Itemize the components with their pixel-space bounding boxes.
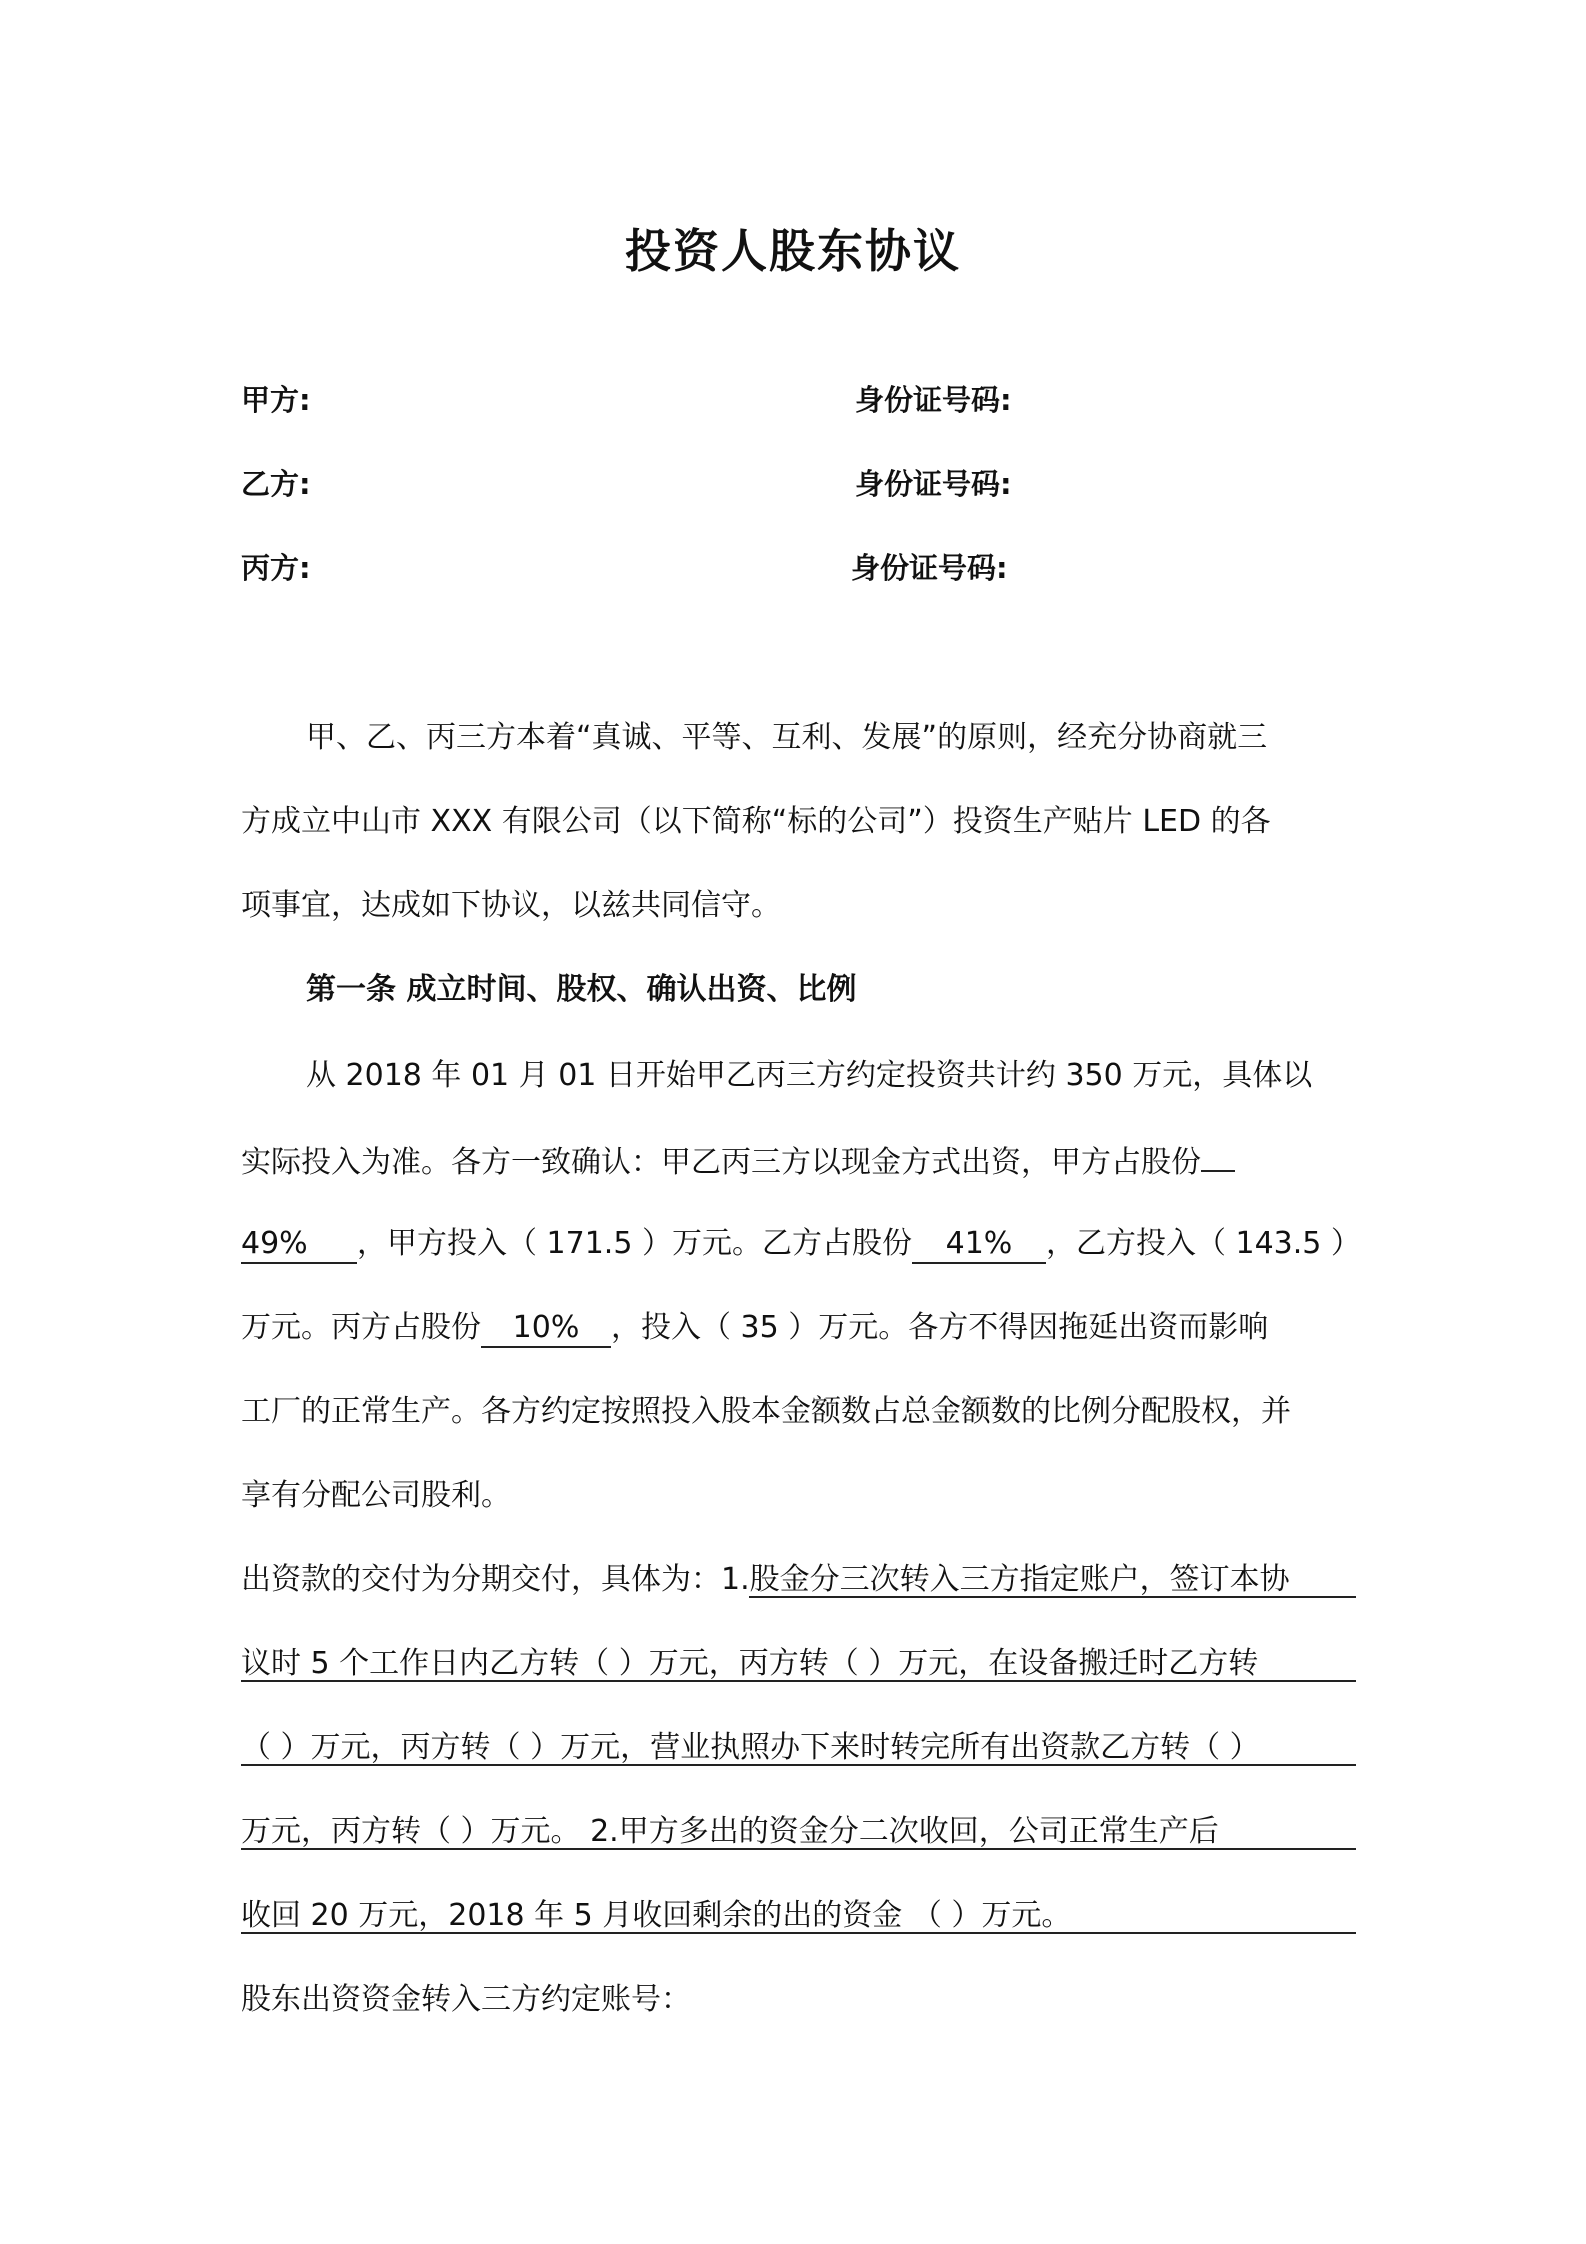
- payment-underline-3: [241, 1764, 1356, 1766]
- payment-line-2: 议时 5 个工作日内乙方转（ ）万元，丙方转（ ）万元，在设备搬迁时乙方转: [241, 1646, 1259, 1681]
- bing-share-blank: 10%: [481, 1310, 611, 1348]
- payment-underline-4: [241, 1848, 1356, 1850]
- article-1-line-6: 享有分配公司股利。: [241, 1478, 511, 1513]
- intro-line-1: 甲、乙、丙三方本着“真诚、平等、互利、发展”的原则，经充分协商就三: [306, 720, 1268, 755]
- payment-line-1-text-a: 出资款的交付为分期交付，具体为：: [241, 1562, 721, 1597]
- article-1-line-3-text-a: ，甲方投入（ 171.5 ）万元。乙方占股份: [357, 1226, 912, 1261]
- party-jia-label: 甲方:: [241, 383, 311, 417]
- article-1-heading: 第一条 成立时间、股权、确认出资、比例: [306, 972, 857, 1007]
- party-bing-label: 丙方:: [241, 551, 311, 585]
- article-1-line-4-text-b: ，投入（ 35 ）万元。各方不得因拖延出资而影响: [611, 1310, 1269, 1345]
- article-1-line-3-text-b: ，乙方投入（ 143.5 ）: [1045, 1226, 1361, 1261]
- payment-underline-5: [241, 1932, 1356, 1934]
- party-yi-id-label: 身份证号码:: [855, 467, 1012, 501]
- yi-share-blank: 41%: [912, 1226, 1046, 1264]
- payment-line-1: [241, 1554, 1290, 1598]
- payment-line-3: （ ）万元，丙方转（ ）万元，营业执照办下来时转完所有出资款乙方转（ ）: [241, 1730, 1260, 1765]
- jia-share-blank: 49%: [241, 1226, 357, 1264]
- article-1-line-2-text: 实际投入为准。各方一致确认：甲乙丙三方以现金方式出资，甲方占股份: [241, 1145, 1201, 1180]
- party-bing-id-label: 身份证号码:: [851, 551, 1008, 585]
- account-line: 股东出资资金转入三方约定账号：: [241, 1982, 691, 2017]
- party-jia-id-label: 身份证号码:: [855, 383, 1012, 417]
- party-yi-label: 乙方:: [241, 467, 311, 501]
- intro-line-2: 方成立中山市 XXX 有限公司（以下简称“标的公司”）投资生产贴片 LED 的各: [241, 804, 1271, 839]
- blank-underline: [1201, 1134, 1235, 1172]
- article-1-line-4: [241, 1302, 1268, 1348]
- intro-line-3: 项事宜，达成如下协议，以兹共同信守。: [241, 888, 781, 923]
- article-1-line-4-text-a: 万元。丙方占股份: [241, 1310, 481, 1345]
- article-1-line-5: 工厂的正常生产。各方约定按照投入股本金额数占总金额数的比例分配股权，并: [241, 1394, 1291, 1429]
- payment-line-1-text-b: 1.股金分三次转入三方指定账户，签订本协: [721, 1562, 1290, 1597]
- payment-underline-2: [241, 1680, 1356, 1682]
- payment-underline-1: [749, 1596, 1356, 1598]
- payment-line-4: 万元，丙方转（ ）万元。 2.甲方多出的资金分二次收回，公司正常生产后: [241, 1814, 1219, 1849]
- payment-line-5: 收回 20 万元，2018 年 5 月收回剩余的出的资金 （ ）万元。: [241, 1898, 1072, 1933]
- article-1-line-2: [241, 1134, 1235, 1181]
- article-1-line-3: [241, 1218, 1361, 1264]
- document-title: 投资人股东协议: [625, 224, 961, 278]
- article-1-line-1: 从 2018 年 01 月 01 日开始甲乙丙三方约定投资共计约 350 万元，具体以: [306, 1058, 1313, 1093]
